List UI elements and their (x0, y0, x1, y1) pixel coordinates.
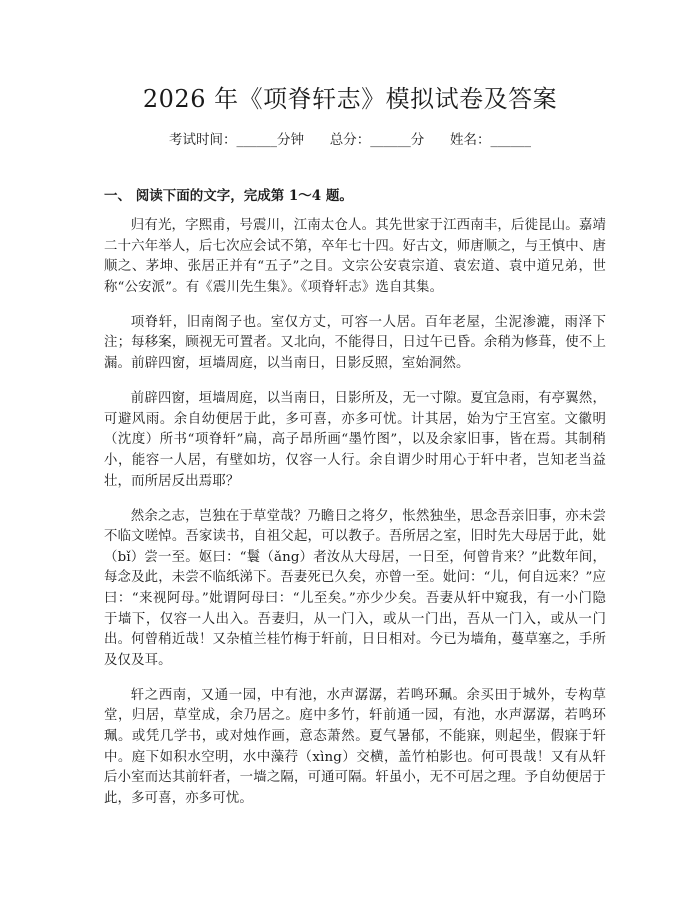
document-title: 2026 年《项脊轩志》模拟试卷及答案 (142, 85, 558, 113)
passage-paragraph-4: 然余之志，岂独在于草堂哉？乃瞻日之将夕，怅然独坐，思念吾亲旧事，亦未尝不临文嗟悼。吾家读书，自祖父起，可以教子。吾所居之室，旧时先大母居于此，妣（bǐ）尝一至。妪曰：“鬟（ǎng）者汝从大母居，一日至，何曾肯来？”此数年间，每念及此，未尝不临纸涕下。吾妻死已久矣，亦曾一至。妣问：“儿，何自远来？”应曰：“来视阿母。”妣谓阿母曰：“儿至矣。”亦少少矣。吾妻从轩中窥我，有一小门隐于墙下，仅容一人出入。吾妻归，从一门入，或从一门出，吾从一门入，或从一门出。何曾稍近哉！又杂植兰桂竹梅于轩前，日日相对。今已为墙角，蔓草塞之，手所及仅及耳。 (104, 508, 606, 668)
passage-paragraph-1: 归有光，字熙甫，号震川，江南太仓人。其先世家于江西南丰，后徙昆山。嘉靖二十六年举人，后七次应会试不第，卒年七十四。好古文，师唐顺之，与王慎中、唐顺之、茅坤、张居正并有“五子”之目。文宗公安袁宗道、袁宏道、袁中道兄弟，世称“公安派”。有《震川先生集》。《项脊轩志》选自其集。 (104, 218, 606, 295)
section-heading: 一、 阅读下面的文字，完成第 1～4 题。 (104, 188, 353, 204)
reading-passage (104, 216, 606, 824)
passage-paragraph-5: 轩之西南，又通一园，中有池，水声潺潺，若鸣环珮。余买田于城外，专构草堂，归居，草堂成，余乃居之。庭中多竹，轩前通一园，有池，水声潺潺，若鸣环珮。或凭几学书，或对烛作画，意态萧然。夏气暑郁，不能寐，则起坐，假寐于轩中。庭下如积水空明，水中藻荇（xìng）交横，盖竹柏影也。何可畏哉！又有从轩后小室而达其前轩者，一墙之隔，可通可隔。轩虽小，无不可居之理。予自幼便居于此，多可喜，亦多可忧。 (104, 687, 606, 806)
passage-paragraph-2: 项脊轩，旧南阁子也。室仅方丈，可容一人居。百年老屋，尘泥渗漉，雨泽下注；每移案，顾视无可置者。又北向，不能得日，日过午已昏。余稍为修葺，使不上漏。前辟四窗，垣墙周庭，以当南日，日影反照，室始洞然。 (104, 314, 606, 372)
exam-info-line: 考试时间：______分钟 总分：______分 姓名：______ (169, 132, 531, 148)
passage-paragraph-3: 前辟四窗，垣墙周庭，以当南日，日影所及，无一寸隙。夏宜急雨，有亭翼然，可避风雨。余自幼便居于此，多可喜，亦多可忧。计其居，始为宁王宫室。文徽明（沈度）所书“项脊轩”扁，高子昂所画“墨竹图”，以及余家旧事，皆在焉。其制稍小，能容一人居，有壁如坊，仅容一人行。余自谓少时用心于轩中者，岂知老当益壮，而所居反出焉耶？ (104, 391, 606, 489)
